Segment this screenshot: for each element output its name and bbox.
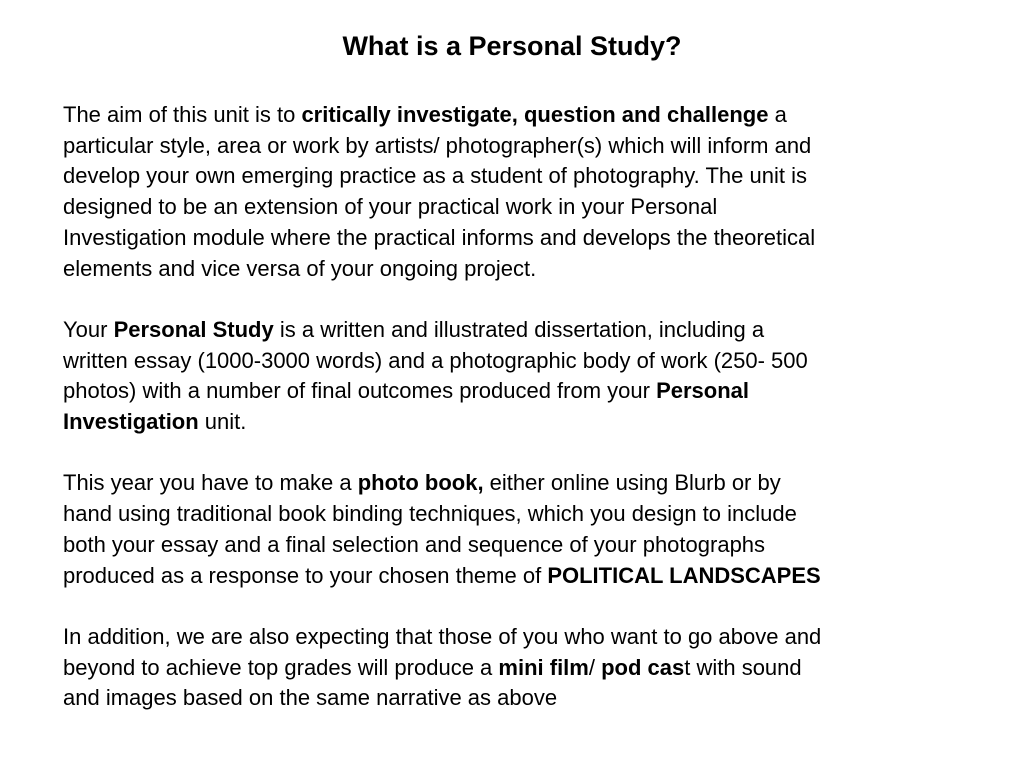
text-run: /: [588, 654, 602, 680]
text-line: [63, 561, 963, 592]
text-line: develop your own emerging practice as a student of photography. The unit is: [63, 163, 807, 189]
bold-text-run: Personal Study: [113, 316, 274, 342]
text-line: [63, 376, 963, 407]
paragraph-addition: [63, 622, 963, 714]
text-run: produced as a response to your chosen theme of: [63, 562, 548, 588]
text-run: is a written and illustrated dissertation, including a: [273, 316, 765, 342]
paragraph-aim: [63, 100, 963, 284]
paragraph-personal-study: [63, 315, 963, 438]
text-line: and images based on the same narrative as above: [63, 685, 558, 711]
bold-text-run: photo book,: [357, 470, 484, 496]
text-line: hand using traditional book binding techniques, which you design to include: [63, 501, 797, 527]
text-line: elements and vice versa of your ongoing project.: [63, 255, 537, 281]
text-line: [63, 468, 963, 499]
text-line: designed to be an extension of your practical work in your Personal: [63, 194, 718, 220]
text-run: a: [768, 102, 787, 127]
slide-body: [63, 100, 963, 745]
text-run: This year you have to make a: [63, 470, 358, 496]
page-title: What is a Personal Study?: [342, 31, 682, 61]
text-line: written essay (1000-3000 words) and a photographic body of work (250- 500: [63, 347, 808, 373]
text-line: particular style, area or work by artists/ photographer(s) which will inform and: [63, 132, 812, 158]
text-line: [63, 100, 963, 131]
text-run: t with sound: [684, 654, 802, 680]
text-run: beyond to achieve top grades will produce a: [63, 654, 499, 680]
bold-text-run: critically investigate, question and challenge: [301, 102, 769, 127]
text-run: The aim of this unit is to: [63, 102, 302, 127]
text-line: [63, 315, 963, 346]
paragraph-photo-book: [63, 468, 963, 591]
text-line: both your essay and a final selection and sequence of your photographs: [63, 531, 766, 557]
text-line: [63, 407, 963, 438]
bold-text-run: POLITICAL LANDSCAPES: [547, 562, 821, 588]
bold-text-run: Investigation: [63, 409, 199, 435]
bold-text-run: mini film: [498, 654, 589, 680]
text-run: photos) with a number of final outcomes produced from your: [63, 378, 657, 404]
text-run: Your: [63, 316, 114, 342]
text-line: Investigation module where the practical informs and develops the theoretical: [63, 224, 816, 250]
text-line: In addition, we are also expecting that those of you who want to go above and: [63, 623, 822, 649]
text-line: [63, 653, 963, 684]
text-run: either online using Blurb or by: [483, 470, 781, 496]
bold-text-run: Personal: [656, 378, 750, 404]
bold-text-run: pod cas: [601, 654, 685, 680]
text-run: unit.: [198, 409, 247, 435]
